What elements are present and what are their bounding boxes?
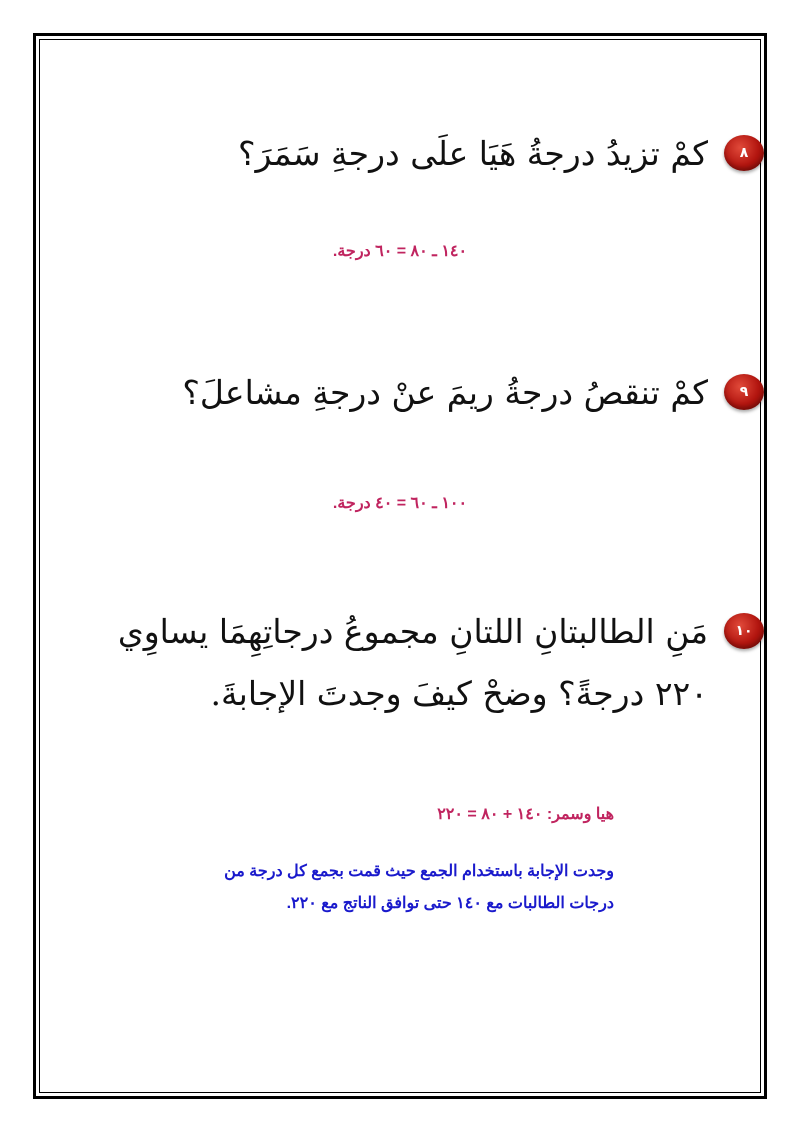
page-border-inner <box>39 39 761 1093</box>
question-8-text: كمْ تزيدُ درجةُ هَيَا علَى درجةِ سَمَرَ؟ <box>238 134 708 173</box>
answer-9: ١٠٠ ـ ٦٠ = ٤٠ درجة. <box>332 495 468 512</box>
question-8-number-icon: ٨ <box>724 135 764 171</box>
explanation-10-line-2: درجات الطالبات مع ١٤٠ حتى توافق الناتج مع ٢٢٠. <box>286 895 614 912</box>
answer-8: ١٤٠ ـ ٨٠ = ٦٠ درجة. <box>332 243 468 260</box>
explanation-10 <box>224 856 614 920</box>
answer-10-label: هيا وسمر: <box>546 806 614 823</box>
question-9-number-icon: ٩ <box>724 374 764 410</box>
question-9 <box>182 364 749 422</box>
question-10-line-2: ٢٢٠ درجةً؟ وضحْ كيفَ وجدتَ الإجابةَ. <box>210 674 708 713</box>
question-8 <box>238 125 749 183</box>
question-10-line-1: مَنِ الطالبتانِ اللتانِ مجموعُ درجاتِهِمَا يساوِي <box>117 612 708 651</box>
explanation-10-line-1: وجدت الإجابة باستخدام الجمع حيث قمت بجمع كل درجة من <box>224 863 614 880</box>
question-10-number-icon: ١٠ <box>724 613 764 649</box>
answer-10-value: ١٤٠ + ٨٠ = ٢٢٠ <box>437 806 543 823</box>
question-9-text: كمْ تنقصُ درجةُ ريمَ عنْ درجةِ مشاعلَ؟ <box>182 373 708 412</box>
question-10 <box>117 603 753 723</box>
answer-10 <box>437 804 614 824</box>
